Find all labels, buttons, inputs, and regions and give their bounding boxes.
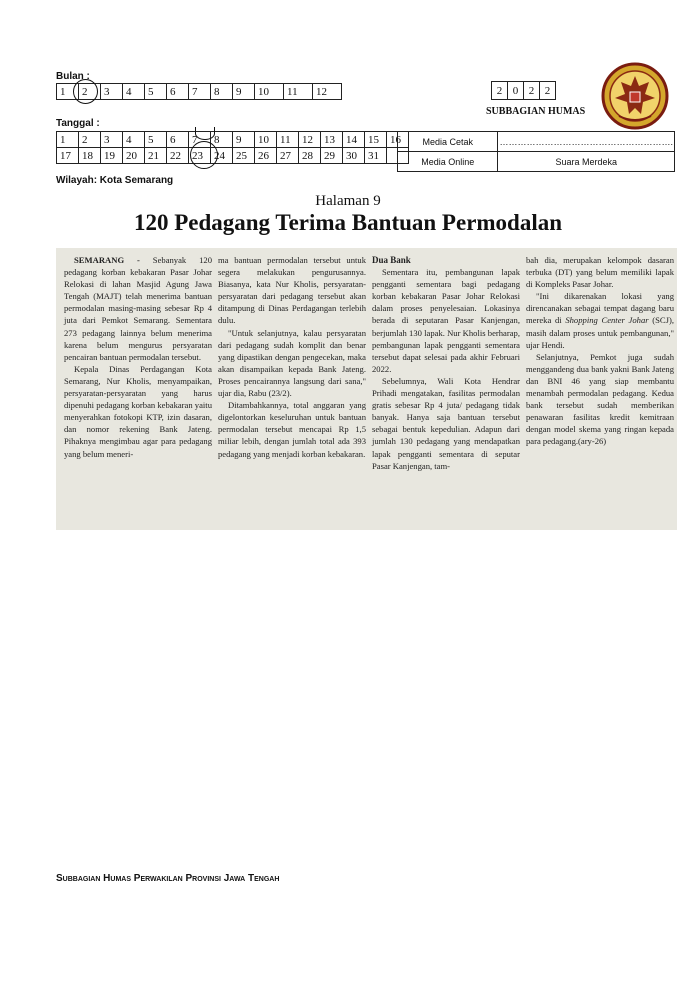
paragraph: Selanjutnya, Pemkot juga sudah menggandeng dua bank yakni Bank Jateng dan BNI 46 yang siap membantu menambah permodalan pedagang. Kedua bank tersebut sudah memberikan penawaran fasilitas kredit kemitraan dengan model skema yang ringan kepada para pedagang.(ary-26) <box>526 351 674 447</box>
day-cell: 29 <box>321 148 343 164</box>
day-cell: 9 <box>233 132 255 148</box>
paragraph: Sementara itu, pembangunan lapak pengganti sementara bagi pedagang korban kebakaran Pasar Johar Relokasi dalam proses penyelesaian. Lokasinya berada di seputaran Pasar Kanjengan, berjumlah 130 lapak. Nur Kholis berharap, pembangunan lapak pengganti sementara tersebut dapat selesai pada akhir Februari 2022. <box>372 267 520 374</box>
day-cell: 23 <box>189 148 211 164</box>
day-cell: 7 <box>189 132 211 148</box>
media-online-label: Media Online <box>398 152 498 172</box>
day-cell: 11 <box>277 132 299 148</box>
month-cell: 10 <box>255 84 284 100</box>
paragraph: Sebelumnya, Wali Kota Hendrar Prihadi mengatakan, fasilitas permodalan gratis sebesar Rp 4 juta/ pedagang tidak banyak. Hanya saja bantuan tersebut sebagai bentuk kepedulian. Adapun dari jumlah 130 pedagang yang mendapatkan lapak pengganti sementara di seputar Pasar Kanjengan, tam- <box>372 375 520 471</box>
article-column-1 <box>64 254 212 460</box>
media-cetak-label: Media Cetak <box>398 132 498 152</box>
media-cetak-value: …………………………………………………. <box>498 132 675 152</box>
day-cell: 6 <box>167 132 189 148</box>
article-column-3 <box>372 254 520 472</box>
day-cell: 4 <box>123 132 145 148</box>
day-cell: 21 <box>145 148 167 164</box>
day-cell: 27 <box>277 148 299 164</box>
month-cell: 9 <box>233 84 255 100</box>
day-cell: 14 <box>343 132 365 148</box>
bulan-label: Bulan : <box>56 71 90 82</box>
footer-label: Subbagian Humas Perwakilan Provinsi Jawa Tengah <box>56 873 280 884</box>
year-digit: 2 <box>492 82 508 100</box>
day-cell: 30 <box>343 148 365 164</box>
media-online-value: Suara Merdeka <box>498 152 675 172</box>
year-digit: 0 <box>508 82 524 100</box>
paragraph: Ditambahkannya, total anggaran yang digelontorkan keseluruhan untuk bantuan permodalan tersebut mencapai Rp 1,5 miliar lebih, dengan jumlah total ada 393 pedagang yang menjadi korban kebakaran. <box>218 400 366 459</box>
day-grid <box>56 131 409 164</box>
day-cell: 22 <box>167 148 189 164</box>
day-cell: 3 <box>101 132 123 148</box>
month-cell: 2 <box>79 84 101 100</box>
day-cell: 20 <box>123 148 145 164</box>
day-cell: 8 <box>211 132 233 148</box>
day-cell: 16 <box>387 132 409 148</box>
day-cell: 25 <box>233 148 255 164</box>
article-column-2 <box>218 254 366 460</box>
subheading: Dua Bank <box>372 255 411 265</box>
day-cell: 10 <box>255 132 277 148</box>
tanggal-label: Tanggal : <box>56 118 100 129</box>
article-clipping <box>56 248 677 530</box>
day-cell: 1 <box>57 132 79 148</box>
paragraph-text: (SCJ), masih dalam proses untuk pembangunan," ujar Hendi. <box>526 315 674 350</box>
month-cell: 1 <box>57 84 79 100</box>
month-cell: 4 <box>123 84 145 100</box>
month-cell: 5 <box>145 84 167 100</box>
paragraph <box>526 290 674 350</box>
day-circle-mark <box>190 141 218 169</box>
day-circle-mark-top <box>195 127 215 140</box>
month-cell: 12 <box>313 84 342 100</box>
article-title: 120 Pedagang Terima Bantuan Permodalan <box>133 210 563 235</box>
day-cell: 12 <box>299 132 321 148</box>
month-cell: 6 <box>167 84 189 100</box>
month-cell: 11 <box>284 84 313 100</box>
day-cell: 19 <box>101 148 123 164</box>
page-number: Halaman 9 <box>315 193 381 209</box>
article-column-4 <box>526 254 674 448</box>
month-cell: 7 <box>189 84 211 100</box>
paragraph <box>64 254 212 363</box>
year-digit: 2 <box>524 82 540 100</box>
month-cell: 3 <box>101 84 123 100</box>
day-cell: 2 <box>79 132 101 148</box>
italic-text: Shopping Center Johar <box>565 315 649 326</box>
day-cell: 13 <box>321 132 343 148</box>
day-cell: 31 <box>365 148 387 164</box>
day-cell: 18 <box>79 148 101 164</box>
unit-name: SUBBAGIAN HUMAS <box>486 106 586 117</box>
paragraph: ma bantuan permodalan tersebut untuk segera melakukan pengurusannya. Biasanya, kata Nur Kholis, persyaratan-persyaratan dari pedagang tersebut akan ditampung di Dinas Perdagangan terlebih dulu. <box>218 255 366 326</box>
month-cell: 8 <box>211 84 233 100</box>
paragraph-text: "Ini dikarenakan lokasi yang direncanakan sebagai tempat dagang baru mereka di <box>526 291 674 326</box>
footer-text <box>56 873 279 884</box>
paragraph-text: Sebanyak 120 pedagang korban kebakaran Pasar Johar Relokasi di lahan Masjid Agung Jawa Tengah (MAJT) telah menerima bantuan permodalan masing-masing sebesar Rp 4 juta dari Pemkot Semarang. Sementara 273 pedagang lainnya belum menerima karena belum mengurus persyaratan pencairan bantuan permodalan tersebut. <box>64 255 212 362</box>
paragraph: bah dia, merupakan kelompok dasaran terbuka (DT) yang belum memiliki lapak di Kompleks Pasar Johar. <box>526 255 674 290</box>
day-cell: 24 <box>211 148 233 164</box>
media-table <box>397 131 675 172</box>
month-grid <box>56 83 342 100</box>
dateline: SEMARANG - <box>74 255 153 265</box>
day-cell: 17 <box>57 148 79 164</box>
day-cell: 15 <box>365 132 387 148</box>
day-cell: 26 <box>255 148 277 164</box>
year-digit: 2 <box>540 82 556 100</box>
month-circle-mark <box>73 79 98 104</box>
day-cell: 28 <box>299 148 321 164</box>
year-boxes <box>491 81 556 100</box>
day-cell: 5 <box>145 132 167 148</box>
paragraph: "Untuk selanjutnya, kalau persyaratan dari pedagang sudah komplit dan benar yang dipastikan dengan pengecekan, maka akan disampaikan kepada Bank Jateng. Proses pencairannya langsung dari sana," ujar dia, Rabu (23/2). <box>218 327 366 399</box>
paragraph: Kepala Dinas Perdagangan Kota Semarang, Nur Kholis, menyampaikan, persyaratan-persyaratan yang harus dipenuhi pedagang korban kebakaran yaitu menyerahkan fotokopi KTP, izin dasaran, dan nomor rekening Bank Jateng. Pihaknya mengimbau agar para pedagang yang belum meneri- <box>64 363 212 459</box>
garuda-emblem-icon <box>601 62 669 130</box>
wilayah-label: Wilayah: Kota Semarang <box>56 175 174 186</box>
